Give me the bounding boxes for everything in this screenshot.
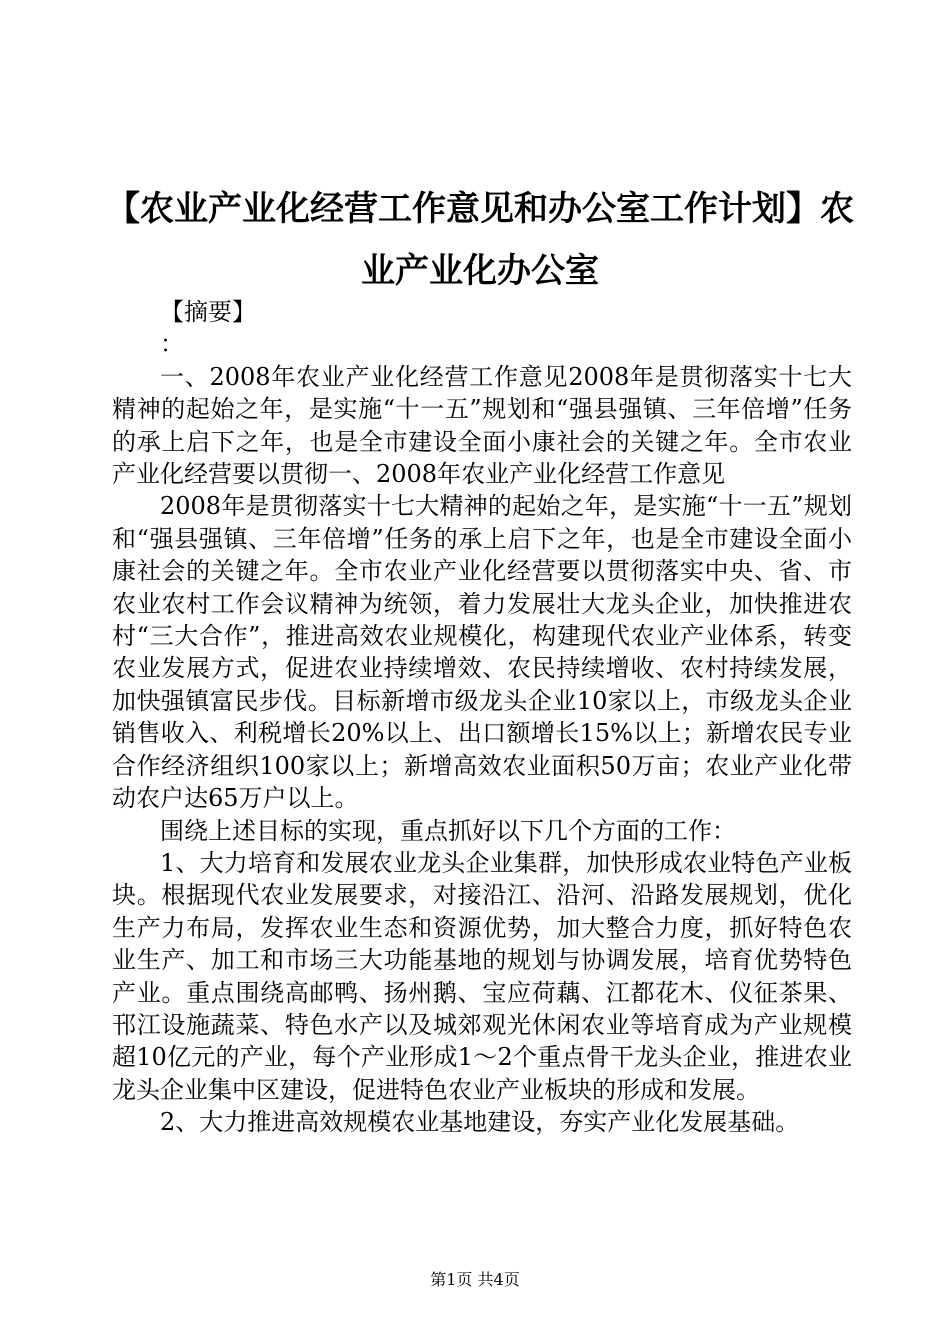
abstract-heading: 【摘要】 <box>160 298 256 326</box>
paragraph: 一、2008年农业产业化经营工作意见2008年是贯彻落实十七大精神的起始之年，是实施“十一五”规划和“强县强镇、三年倍增”任务的承上启下之年，也是全市建设全面小康社会的关键之年。全市农业产业化经营要以贯彻一、2008年农业产业化经营工作意见 <box>112 362 852 489</box>
paragraph: 2008年是贯彻落实十七大精神的起始之年，是实施“十一五”规划和“强县强镇、三年倍增”任务的承上启下之年，也是全市建设全面小康社会的关键之年。全市农业产业化经营要以贯彻落实中央、省、市农业农村工作会议精神为统领，着力发展壮大龙头企业，加快推进农村“三大合作”，推进高效农业规模化，构建现代农业产业体系，转变农业发展方式，促进农业持续增效、农民持续增收、农村持续发展，加快强镇富民步伐。目标新增市级龙头企业10家以上，市级龙头企业销售收入、利税增长20%以上、出口额增长15%以上；新增农民专业合作经济组织100家以上；新增高效农业面积50万亩；农业产业化带动农户达65万户以上。 <box>112 492 852 813</box>
document-title: 【农业产业化经营工作意见和办公室工作计划】农业产业化办公室 <box>106 189 854 291</box>
abstract-colon: ： <box>160 330 184 359</box>
paragraph: 1、大力培育和发展农业龙头企业集群，加快形成农业特色产业板块。根据现代农业发展要求，对接沿江、沿河、沿路发展规划，优化生产力布局，发挥农业生态和资源优势，加大整合力度，抓好特色农业生产、加工和市场三大功能基地的规划与协调发展，培育优势特色产业。重点围绕高邮鸭、扬州鹅、宝应荷藕、江都花木、仪征茶果、邗江设施蔬菜、特色水产以及城郊观光休闲农业等培育成为产业规模超10亿元的产业，每个产业形成1～2个重点骨干龙头企业，推进农业龙头企业集中区建设，促进特色农业产业板块的形成和发展。 <box>112 848 852 1104</box>
page-footer: 第1页 共4页 <box>430 1270 520 1289</box>
paragraph: 2、大力推进高效规模农业基地建设，夯实产业化发展基础。 <box>160 1108 800 1137</box>
document-body <box>112 296 852 1139</box>
paragraph: 围绕上述目标的实现，重点抓好以下几个方面的工作： <box>160 816 736 845</box>
